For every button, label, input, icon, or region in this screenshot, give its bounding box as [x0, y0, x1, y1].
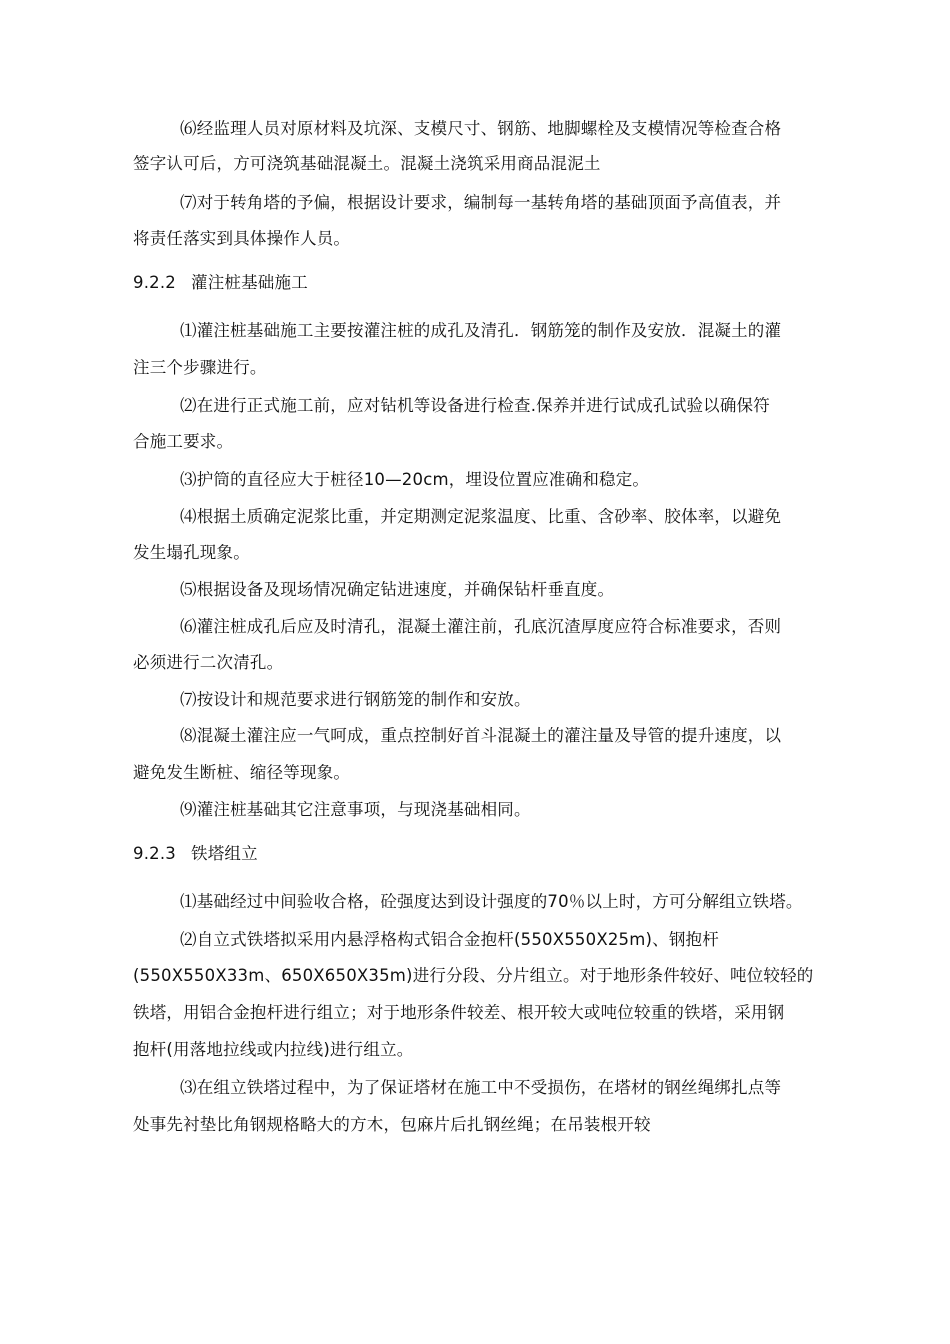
paragraph-line: ⑷根据土质确定泥浆比重，并定期测定泥浆温度、比重、含砂率、胶体率，以避免 — [180, 507, 782, 526]
paragraph-line: 处事先衬垫比角钢规格略大的方木，包麻片后扎钢丝绳；在吊装根开较 — [133, 1115, 651, 1134]
paragraph-line: 必须进行二次清孔。 — [133, 653, 284, 672]
paragraph-line: 铁塔，用铝合金抱杆进行组立；对于地形条件较差、根开较大或吨位较重的铁塔，采用钢 — [133, 1003, 785, 1022]
paragraph-line: ⑻混凝土灌注应一气呵成，重点控制好首斗混凝土的灌注量及导管的提升速度，以 — [180, 726, 782, 745]
paragraph-line: ⑼灌注桩基础其它注意事项，与现浇基础相同。 — [180, 800, 531, 819]
paragraph-line: ⑸根据设备及现场情况确定钻进速度，并确保钻杆垂直度。 — [180, 580, 615, 599]
paragraph-line: ⑴基础经过中间验收合格，砼强度达到设计强度的70％以上时，方可分解组立铁塔。 — [180, 892, 803, 911]
section-title: 灌注桩基础施工 — [191, 273, 308, 292]
paragraph-line: 避免发生断桩、缩径等现象。 — [133, 763, 351, 782]
paragraph-line: 发生塌孔现象。 — [133, 543, 250, 562]
paragraph-line: ⑶护筒的直径应大于桩径10—20cm，埋设位置应准确和稳定。 — [180, 470, 650, 489]
paragraph-line: ⑴灌注桩基础施工主要按灌注桩的成孔及清孔．钢筋笼的制作及安放．混凝土的灌 — [180, 321, 782, 340]
paragraph-line: ⑵自立式铁塔拟采用内悬浮格构式铝合金抱杆(550X550X25m)、钢抱杆 — [180, 930, 719, 949]
paragraph-line: ⑹经监理人员对原材料及坑深、支模尺寸、钢筋、地脚螺栓及支模情况等检查合格 — [180, 119, 782, 138]
section-number: 9.2.2 — [133, 273, 176, 292]
paragraph-line: ⑺按设计和规范要求进行钢筋笼的制作和安放。 — [180, 690, 531, 709]
paragraph-line: 注三个步骤进行。 — [133, 358, 267, 377]
paragraph-line: 合施工要求。 — [133, 432, 234, 451]
paragraph-line: 将责任落实到具体操作人员。 — [133, 229, 351, 248]
section-number: 9.2.3 — [133, 844, 176, 863]
paragraph-line: 签字认可后，方可浇筑基础混凝土。混凝土浇筑采用商品混泥土 — [133, 154, 601, 173]
section-title: 铁塔组立 — [191, 844, 258, 863]
paragraph-line: (550X550X33m、650X650X35m)进行分段、分片组立。对于地形条件较好、吨位较轻的 — [133, 966, 814, 985]
paragraph-line: ⑹灌注桩成孔后应及时清孔，混凝土灌注前，孔底沉渣厚度应符合标准要求，否则 — [180, 617, 782, 636]
section-heading — [133, 843, 258, 865]
paragraph-line: ⑵在进行正式施工前，应对钻机等设备进行检查.保养并进行试成孔试验以确保符 — [180, 396, 770, 415]
section-heading — [133, 272, 308, 294]
paragraph-line: 抱杆(用落地拉线或内拉线)进行组立。 — [133, 1040, 414, 1059]
paragraph-line: ⑶在组立铁塔过程中，为了保证塔材在施工中不受损伤，在塔材的钢丝绳绑扎点等 — [180, 1078, 782, 1097]
paragraph-line: ⑺对于转角塔的予偏，根据设计要求，编制每一基转角塔的基础顶面予高值表，并 — [180, 193, 782, 212]
